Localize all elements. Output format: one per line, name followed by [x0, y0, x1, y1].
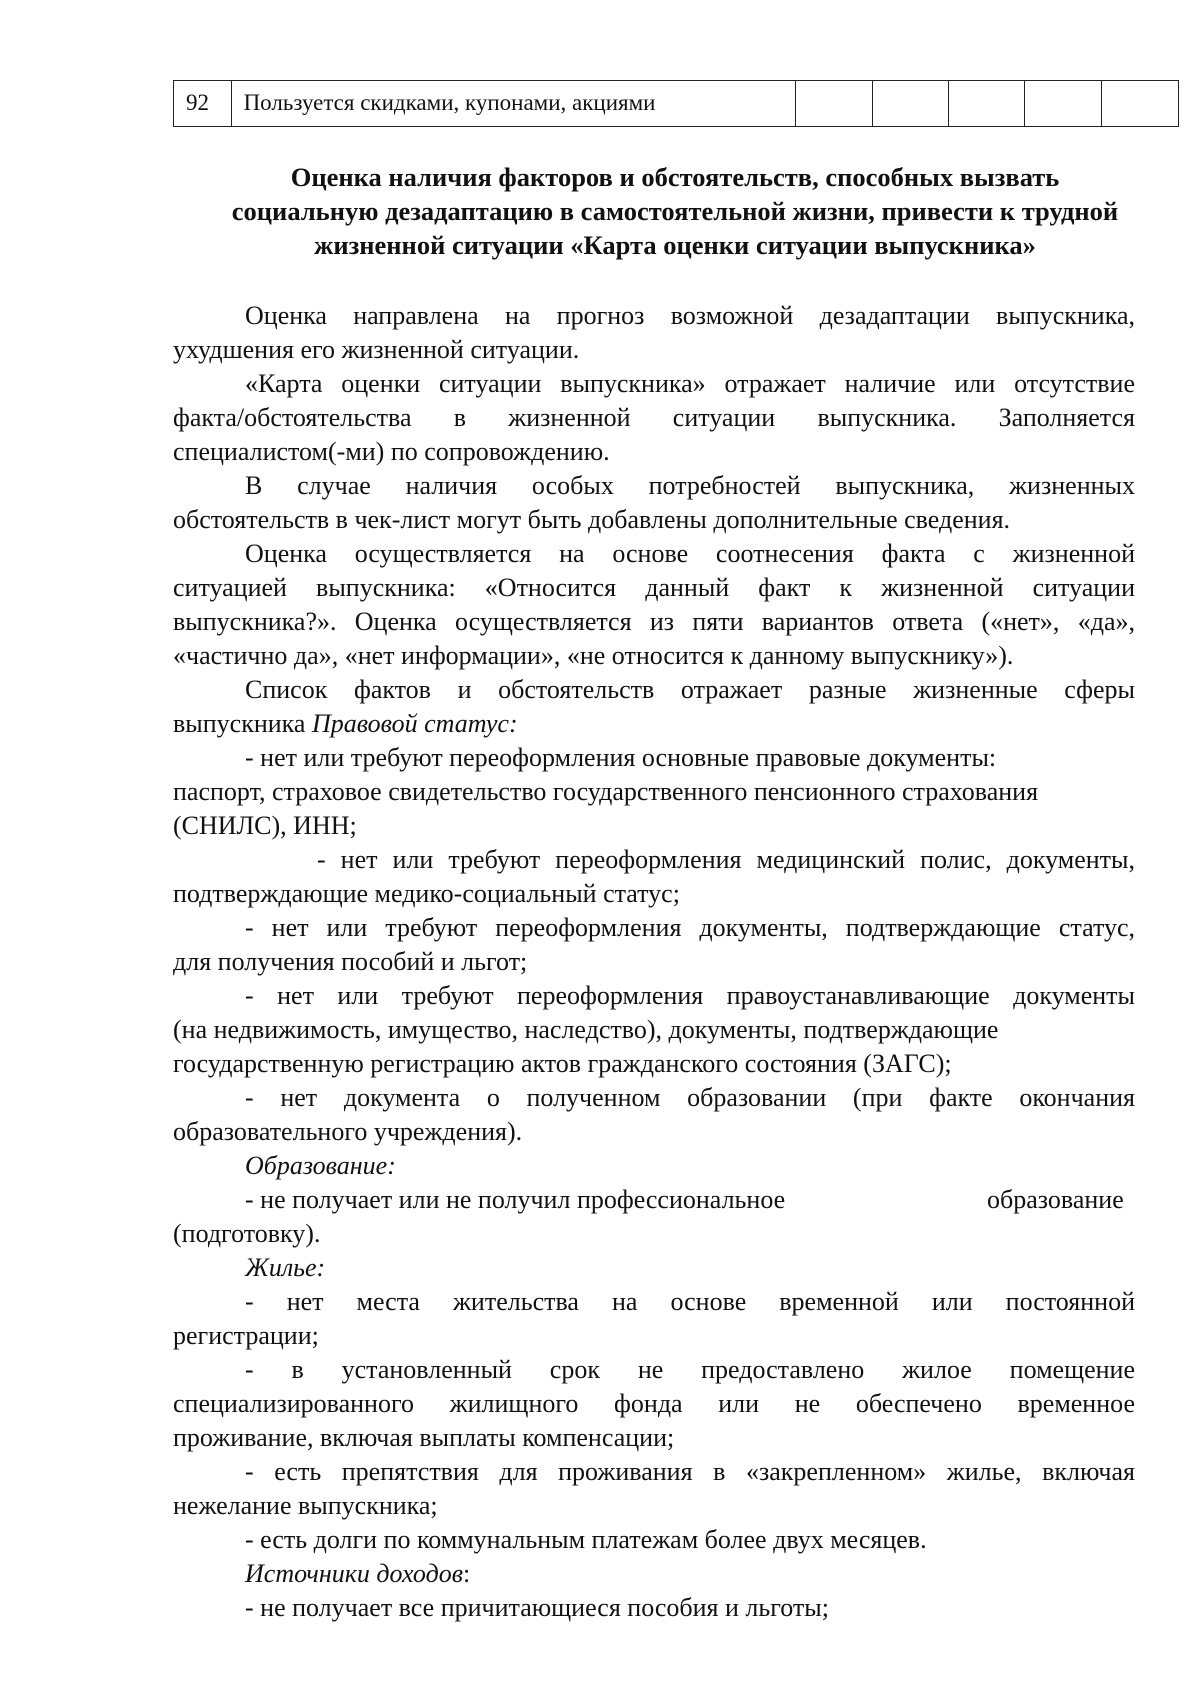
text-line: - нет или требуют переоформления документы, подтверждающие статус, — [245, 913, 1135, 942]
heading-line: социальную дезадаптацию в самостоятельной жизни, привести к трудной — [231, 196, 1119, 226]
text-line: (на недвижимость, имущество, наследство), документы, подтверждающие — [173, 1015, 999, 1044]
answer-cell — [1025, 81, 1101, 126]
text-line: подтверждающие медико-социальный статус; — [173, 879, 680, 908]
text-line: Список фактов и обстоятельств отражает разные жизненные сферы — [245, 675, 1135, 704]
text-line: паспорт, страховое свидетельство государственного пенсионного страхования — [173, 777, 1039, 806]
text-line: - есть препятствия для проживания в «закрепленном» жилье, включая — [245, 1457, 1135, 1486]
text-line: - не получает все причитающиеся пособия и льготы; — [245, 1593, 829, 1622]
heading-line: жизненной ситуации «Карта оценки ситуации выпускника» — [314, 230, 1036, 260]
text-line: «частично да», «нет информации», «не относится к данному выпускнику»). — [173, 641, 1014, 670]
text-fragment: выпускника — [173, 709, 306, 738]
subsection-label: Источники доходов — [245, 1559, 464, 1588]
text-line: - нет документа о полученном образовании (при факте окончания — [245, 1083, 1135, 1112]
text-line: выпускника?». Оценка осуществляется из пяти вариантов ответа («нет», «да», — [173, 607, 1135, 636]
text-line — [245, 1558, 470, 1590]
text-line: В случае наличия особых потребностей выпускника, жизненных — [245, 471, 1135, 500]
subsection-label: Правовой статус: — [311, 709, 518, 738]
text-line: государственную регистрацию актов гражданского состояния (ЗАГС); — [173, 1049, 952, 1078]
answer-cell — [873, 81, 949, 126]
text-line: образовательного учреждения). — [173, 1117, 523, 1146]
text-line: ситуацией выпускника: «Относится данный факт к жизненной ситуации — [173, 573, 1135, 602]
text-line: - нет или требуют переоформления правоустанавливающие документы — [245, 981, 1135, 1010]
heading-line: Оценка наличия факторов и обстоятельств, способных вызвать — [290, 162, 1060, 192]
text-line: «Карта оценки ситуации выпускника» отражает наличие или отсутствие — [245, 369, 1135, 398]
table-row — [173, 80, 1179, 127]
text-line: ухудшения его жизненной ситуации. — [173, 335, 580, 364]
text-line: (СНИЛС), ИНН; — [173, 811, 357, 840]
text-fragment: : — [463, 1559, 471, 1588]
text-line: специалистом(-ми) по сопровождению. — [173, 437, 610, 466]
answer-cell — [949, 81, 1025, 126]
text-line: для получения пособий и льгот; — [173, 947, 528, 976]
answer-cell — [1102, 81, 1178, 126]
subsection-label: Жилье: — [245, 1253, 326, 1282]
section-heading — [160, 160, 1190, 262]
text-line: Оценка направлена на прогноз возможной дезадаптации выпускника, — [245, 301, 1135, 330]
text-line: регистрации; — [173, 1321, 319, 1350]
text-line: (подготовку). — [173, 1219, 321, 1248]
text-line: нежелание выпускника; — [173, 1491, 438, 1520]
text-line: Оценка осуществляется на основе соотнесения факта с жизненной — [245, 539, 1135, 568]
row-text: Пользуется скидками, купонами, акциями — [232, 81, 797, 126]
subsection-label: Образование: — [245, 1151, 396, 1180]
text-line: - есть долги по коммунальным платежам более двух месяцев. — [245, 1525, 927, 1554]
text-line: - в установленный срок не предоставлено жилое помещение — [245, 1355, 1135, 1384]
text-line: - нет или требуют переоформления основные правовые документы: — [245, 743, 997, 772]
text-line: - не получает или не получил профессиональное — [245, 1185, 786, 1214]
text-line: обстоятельств в чек-лист могут быть добавлены дополнительные сведения. — [173, 505, 1011, 534]
text-line: - нет или требуют переоформления медицинский полис, документы, — [317, 845, 1135, 874]
text-line: факта/обстоятельства в жизненной ситуации выпускника. Заполняется — [173, 403, 1135, 432]
text-line: специализированного жилищного фонда или не обеспечено временное — [173, 1389, 1135, 1418]
text-fragment: образование — [987, 1185, 1124, 1214]
text-line: - нет места жительства на основе временной или постоянной — [245, 1287, 1135, 1316]
row-number: 92 — [174, 81, 232, 126]
answer-cell — [796, 81, 872, 126]
text-line — [173, 708, 518, 740]
text-line: проживание, включая выплаты компенсации; — [173, 1423, 675, 1452]
